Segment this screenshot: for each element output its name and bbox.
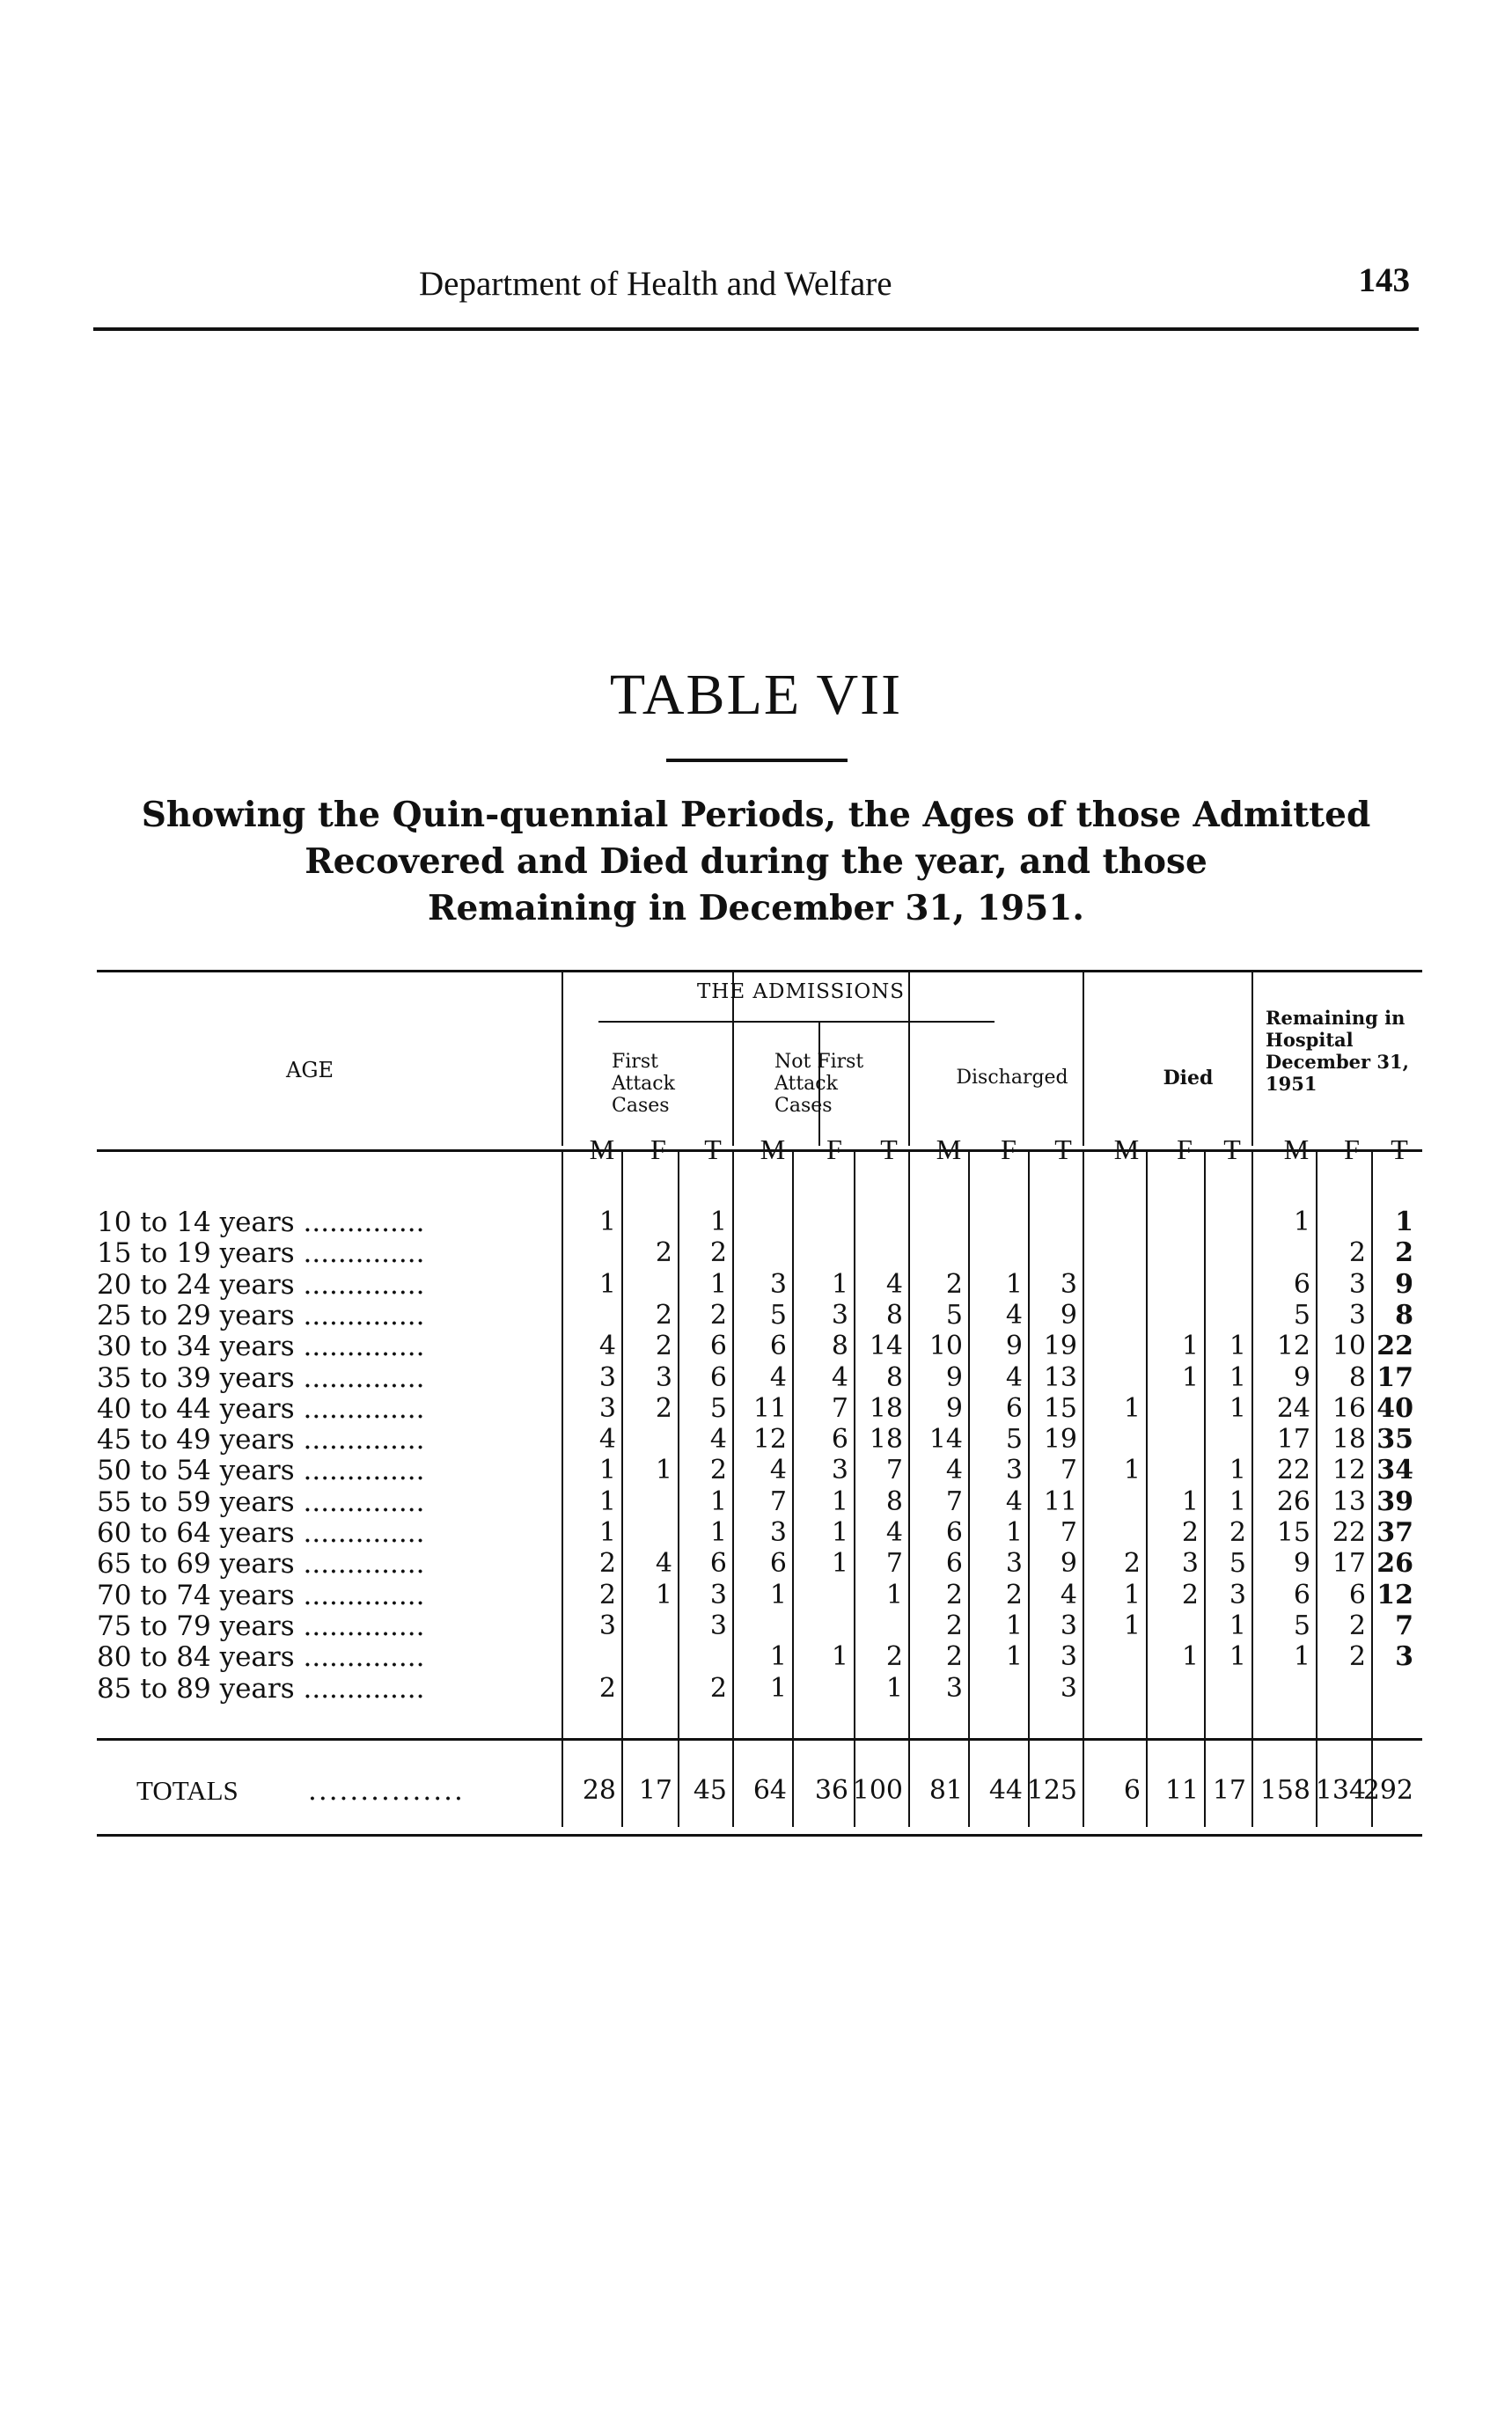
table-cell: 1 xyxy=(709,1268,727,1300)
table-cell: 6 xyxy=(709,1331,727,1362)
table-cell: 18 xyxy=(869,1392,903,1424)
sub-header-t: T xyxy=(1391,1133,1408,1165)
table-cell: 17 xyxy=(1332,1548,1366,1580)
table-cell: 2 xyxy=(1348,1237,1366,1269)
table-cell: 6 xyxy=(769,1331,787,1362)
table-cell: 1 xyxy=(1293,1641,1310,1673)
table-cell: 5 xyxy=(709,1392,727,1424)
table-cell: 1 xyxy=(598,1455,616,1486)
table-cell: 1 xyxy=(1229,1610,1246,1641)
table-cell: 40 xyxy=(1376,1392,1413,1424)
table-cell: 3 xyxy=(1181,1548,1199,1580)
age-group-label: 15 to 19 years .............. xyxy=(97,1237,425,1270)
table-cell: 4 xyxy=(1005,1361,1023,1393)
table-cell: 1 xyxy=(831,1268,848,1300)
table-cell: 9 xyxy=(1293,1548,1310,1580)
age-group-label: 75 to 79 years .............. xyxy=(97,1610,425,1642)
table-cell: 4 xyxy=(1005,1485,1023,1517)
header-line: Hospital xyxy=(1266,1029,1354,1051)
table-cell: 9 xyxy=(1060,1299,1077,1331)
table-top-rule xyxy=(97,970,1422,972)
header-line: Cases xyxy=(774,1095,833,1117)
table-cell: 4 xyxy=(885,1517,903,1548)
table-cell: 1 xyxy=(1181,1485,1199,1517)
table-cell: 12 xyxy=(1276,1331,1310,1362)
sub-header-m: M xyxy=(1283,1133,1310,1165)
totals-cell: 44 xyxy=(988,1775,1023,1806)
table-cell: 1 xyxy=(1005,1641,1023,1673)
age-header: AGE xyxy=(286,1058,334,1082)
age-group-label: 25 to 29 years .............. xyxy=(97,1299,425,1331)
table-cell: 3 xyxy=(709,1579,727,1610)
totals-cell: 158 xyxy=(1259,1775,1310,1806)
subtitle-line: Remaining in December 31, 1951. xyxy=(428,888,1084,928)
table-cell: 1 xyxy=(831,1548,848,1580)
header-column-divider xyxy=(908,970,910,1146)
header-line: Cases xyxy=(612,1095,670,1117)
table-cell: 7 xyxy=(1060,1455,1077,1486)
header-column-divider xyxy=(1083,970,1084,1146)
admissions-rule xyxy=(598,1021,995,1023)
header-subcolumn-divider xyxy=(818,1021,820,1146)
remaining-header xyxy=(1266,1007,1409,1095)
table-cell: 4 xyxy=(655,1548,672,1580)
header-line: Attack xyxy=(612,1073,675,1095)
table-cell: 4 xyxy=(598,1331,616,1362)
table-cell: 9 xyxy=(1395,1268,1413,1300)
table-cell: 3 xyxy=(831,1455,848,1486)
table-cell: 1 xyxy=(769,1672,787,1704)
table-cell: 1 xyxy=(1005,1517,1023,1548)
table-cell: 1 xyxy=(709,1207,727,1237)
sub-header-t: T xyxy=(1054,1133,1072,1165)
table-cell: 1 xyxy=(1229,1392,1246,1424)
table-cell: 5 xyxy=(769,1299,787,1331)
table-cell: 7 xyxy=(769,1485,787,1517)
totals-cell: 81 xyxy=(928,1775,963,1806)
table-cell: 12 xyxy=(1332,1455,1366,1486)
table-cell: 4 xyxy=(885,1268,903,1300)
table-cell: 3 xyxy=(598,1392,616,1424)
table-subtitle xyxy=(0,792,1512,932)
table-cell: 26 xyxy=(1276,1485,1310,1517)
totals-cell: 64 xyxy=(752,1775,787,1806)
title-rule xyxy=(666,759,848,762)
table-cell: 39 xyxy=(1376,1485,1413,1517)
table-cell: 3 xyxy=(1060,1672,1077,1704)
table-cell: 26 xyxy=(1376,1548,1413,1580)
age-group-label: 20 to 24 years .............. xyxy=(97,1268,425,1301)
statistics-table xyxy=(97,970,1422,1841)
totals-cell: 6 xyxy=(1123,1775,1141,1806)
table-cell: 8 xyxy=(885,1485,903,1517)
column-divider xyxy=(792,1149,794,1827)
table-cell: 22 xyxy=(1332,1517,1366,1548)
header-line: December 31, xyxy=(1266,1051,1409,1073)
table-cell: 1 xyxy=(1229,1641,1246,1673)
table-cell: 1 xyxy=(1181,1331,1199,1362)
table-cell: 1 xyxy=(709,1485,727,1517)
sub-header-m: M xyxy=(936,1133,962,1165)
table-bottom-rule xyxy=(97,1834,1422,1837)
table-cell: 1 xyxy=(1123,1455,1141,1486)
totals-cell: 28 xyxy=(582,1775,616,1806)
table-cell: 6 xyxy=(709,1361,727,1393)
table-cell: 1 xyxy=(885,1672,903,1704)
table-cell: 6 xyxy=(1348,1579,1366,1610)
page-number: 143 xyxy=(1358,261,1410,299)
age-group-label: 80 to 84 years .............. xyxy=(97,1641,425,1674)
table-cell: 1 xyxy=(885,1579,903,1610)
table-cell: 13 xyxy=(1332,1485,1366,1517)
table-cell: 6 xyxy=(1005,1392,1023,1424)
table-cell: 1 xyxy=(1123,1610,1141,1641)
table-cell: 5 xyxy=(1229,1548,1246,1580)
table-cell: 4 xyxy=(709,1424,727,1456)
table-cell: 6 xyxy=(945,1548,963,1580)
table-cell: 10 xyxy=(928,1331,963,1362)
sub-header-m: M xyxy=(589,1133,615,1165)
sub-header-t: T xyxy=(880,1133,898,1165)
table-cell: 1 xyxy=(831,1641,848,1673)
table-cell: 3 xyxy=(769,1268,787,1300)
table-cell: 6 xyxy=(1293,1268,1310,1300)
table-cell: 1 xyxy=(1123,1392,1141,1424)
age-group-label: 60 to 64 years .............. xyxy=(97,1517,425,1549)
table-cell: 1 xyxy=(831,1517,848,1548)
totals-cell: 292 xyxy=(1362,1775,1413,1806)
table-cell: 7 xyxy=(1060,1517,1077,1548)
column-divider xyxy=(1083,1149,1084,1827)
sub-header-m: M xyxy=(760,1133,786,1165)
table-cell: 1 xyxy=(655,1455,672,1486)
table-cell: 5 xyxy=(1293,1610,1310,1641)
table-cell: 2 xyxy=(655,1331,672,1362)
table-cell: 22 xyxy=(1276,1455,1310,1486)
header-column-divider xyxy=(732,970,734,1146)
table-cell: 2 xyxy=(1005,1579,1023,1610)
table-cell: 1 xyxy=(831,1485,848,1517)
table-cell: 7 xyxy=(1395,1610,1413,1641)
table-cell: 5 xyxy=(1005,1424,1023,1456)
table-cell: 6 xyxy=(831,1424,848,1456)
table-cell: 2 xyxy=(945,1610,963,1641)
table-cell: 12 xyxy=(752,1424,787,1456)
running-head xyxy=(93,257,1419,331)
table-cell: 1 xyxy=(1229,1361,1246,1393)
table-cell: 7 xyxy=(831,1392,848,1424)
table-cell: 2 xyxy=(1348,1641,1366,1673)
table-cell: 18 xyxy=(869,1424,903,1456)
table-cell: 24 xyxy=(1276,1392,1310,1424)
table-cell: 8 xyxy=(885,1361,903,1393)
table-cell: 22 xyxy=(1376,1331,1413,1362)
age-group-label: 65 to 69 years .............. xyxy=(97,1548,425,1581)
age-group-label: 55 to 59 years .............. xyxy=(97,1485,425,1518)
totals-cell: 17 xyxy=(1212,1775,1246,1806)
table-cell: 11 xyxy=(752,1392,787,1424)
table-cell: 2 xyxy=(945,1641,963,1673)
table-cell: 8 xyxy=(1348,1361,1366,1393)
table-cell: 4 xyxy=(831,1361,848,1393)
sub-header-f: F xyxy=(1001,1133,1017,1165)
totals-cell: 100 xyxy=(852,1775,903,1806)
table-cell: 2 xyxy=(709,1672,727,1704)
table-cell: 1 xyxy=(769,1641,787,1673)
table-cell: 1 xyxy=(1229,1485,1246,1517)
table-cell: 3 xyxy=(1060,1610,1077,1641)
table-cell: 10 xyxy=(1332,1331,1366,1362)
table-cell: 8 xyxy=(1395,1299,1413,1331)
table-cell: 2 xyxy=(655,1392,672,1424)
header-line: Attack xyxy=(774,1073,838,1095)
column-divider xyxy=(908,1149,910,1827)
table-cell: 4 xyxy=(598,1424,616,1456)
table-cell: 1 xyxy=(655,1579,672,1610)
table-cell: 3 xyxy=(769,1517,787,1548)
sub-header-f: F xyxy=(650,1133,666,1165)
table-cell: 1 xyxy=(1005,1268,1023,1300)
table-cell: 3 xyxy=(1060,1268,1077,1300)
header-line: Remaining in xyxy=(1266,1007,1406,1029)
header-line: First xyxy=(612,1051,658,1073)
table-cell: 9 xyxy=(1060,1548,1077,1580)
totals-cell: 17 xyxy=(638,1775,672,1806)
table-cell: 15 xyxy=(1043,1392,1077,1424)
table-cell: 11 xyxy=(1043,1485,1077,1517)
column-divider xyxy=(968,1149,970,1827)
table-cell: 37 xyxy=(1376,1517,1413,1548)
table-cell: 2 xyxy=(885,1641,903,1673)
totals-cell: 11 xyxy=(1164,1775,1199,1806)
totals-top-rule xyxy=(97,1738,1422,1741)
table-cell: 2 xyxy=(1123,1548,1141,1580)
table-cell: 15 xyxy=(1276,1517,1310,1548)
table-cell: 2 xyxy=(1181,1579,1199,1610)
table-cell: 6 xyxy=(769,1548,787,1580)
table-cell: 35 xyxy=(1376,1424,1413,1456)
table-cell: 8 xyxy=(885,1299,903,1331)
first-attack-header xyxy=(612,1051,675,1117)
table-cell: 2 xyxy=(655,1299,672,1331)
table-cell: 9 xyxy=(1293,1361,1310,1393)
totals-cell: 134 xyxy=(1315,1775,1366,1806)
table-cell: 12 xyxy=(1376,1579,1413,1610)
table-cell: 4 xyxy=(1005,1299,1023,1331)
sub-header-f: F xyxy=(826,1133,842,1165)
table-cell: 4 xyxy=(1060,1579,1077,1610)
sub-header-t: T xyxy=(1223,1133,1241,1165)
table-title: TABLE VII xyxy=(609,663,903,727)
table-cell: 3 xyxy=(1348,1268,1366,1300)
table-cell: 1 xyxy=(1229,1331,1246,1362)
column-divider xyxy=(732,1149,734,1827)
table-cell: 3 xyxy=(1005,1455,1023,1486)
table-cell: 3 xyxy=(831,1299,848,1331)
table-cell: 17 xyxy=(1376,1361,1413,1393)
table-cell: 2 xyxy=(598,1548,616,1580)
table-cell: 7 xyxy=(885,1548,903,1580)
table-cell: 1 xyxy=(1229,1455,1246,1486)
sub-header-m: M xyxy=(1113,1133,1140,1165)
table-cell: 8 xyxy=(831,1331,848,1362)
column-divider xyxy=(1251,1149,1253,1827)
table-cell: 18 xyxy=(1332,1424,1366,1456)
department-name: Department of Health and Welfare xyxy=(419,265,892,303)
table-cell: 1 xyxy=(1181,1641,1199,1673)
table-cell: 3 xyxy=(945,1672,963,1704)
table-cell: 9 xyxy=(945,1361,963,1393)
table-cell: 6 xyxy=(709,1548,727,1580)
subtitle-line: Recovered and Died during the year, and those xyxy=(305,841,1207,882)
age-group-label: 50 to 54 years .............. xyxy=(97,1455,425,1487)
age-group-label: 35 to 39 years .............. xyxy=(97,1361,425,1394)
age-group-label: 30 to 34 years .............. xyxy=(97,1331,425,1363)
table-cell: 4 xyxy=(945,1455,963,1486)
table-cell: 34 xyxy=(1376,1455,1413,1486)
table-cell: 1 xyxy=(598,1517,616,1548)
table-cell: 2 xyxy=(1348,1610,1366,1641)
table-cell: 2 xyxy=(709,1237,727,1269)
totals-cell: 36 xyxy=(814,1775,848,1806)
table-cell: 3 xyxy=(655,1361,672,1393)
table-cell: 14 xyxy=(928,1424,963,1456)
table-cell: 2 xyxy=(1395,1237,1413,1269)
table-cell: 2 xyxy=(709,1455,727,1486)
header-column-divider xyxy=(561,970,563,1146)
totals-cell: 45 xyxy=(693,1775,727,1806)
header-column-divider xyxy=(1251,970,1253,1146)
table-cell: 3 xyxy=(1395,1641,1413,1673)
discharged-header: Discharged xyxy=(956,1067,1068,1089)
age-group-label: 85 to 89 years .............. xyxy=(97,1672,425,1705)
table-cell: 2 xyxy=(709,1299,727,1331)
totals-leader-dots: ............... xyxy=(308,1775,465,1807)
subtitle-line: Showing the Quin-quennial Periods, the Ages of those Admitted xyxy=(141,795,1371,835)
table-cell: 1 xyxy=(769,1579,787,1610)
table-cell: 5 xyxy=(1293,1299,1310,1331)
table-cell: 4 xyxy=(769,1455,787,1486)
table-cell: 1 xyxy=(1181,1361,1199,1393)
table-cell: 9 xyxy=(1005,1331,1023,1362)
sub-header-t: T xyxy=(704,1133,722,1165)
totals-cell: 125 xyxy=(1026,1775,1077,1806)
table-cell: 6 xyxy=(945,1517,963,1548)
table-cell: 3 xyxy=(1060,1641,1077,1673)
table-cell: 19 xyxy=(1043,1424,1077,1456)
table-cell: 6 xyxy=(1293,1579,1310,1610)
table-cell: 1 xyxy=(709,1517,727,1548)
table-cell: 1 xyxy=(1395,1207,1413,1237)
table-cell: 3 xyxy=(709,1610,727,1641)
table-cell: 3 xyxy=(1229,1579,1246,1610)
table-cell: 2 xyxy=(598,1672,616,1704)
table-cell: 1 xyxy=(598,1268,616,1300)
sub-header-f: F xyxy=(1344,1133,1360,1165)
table-cell: 4 xyxy=(769,1361,787,1393)
table-cell: 13 xyxy=(1043,1361,1077,1393)
table-cell: 3 xyxy=(1348,1299,1366,1331)
header-line: 1951 xyxy=(1266,1073,1317,1095)
table-cell: 7 xyxy=(885,1455,903,1486)
table-cell: 3 xyxy=(598,1610,616,1641)
table-cell: 2 xyxy=(655,1237,672,1269)
table-cell: 2 xyxy=(1181,1517,1199,1548)
died-header: Died xyxy=(1163,1067,1214,1089)
age-group-label: 10 to 14 years .............. xyxy=(97,1207,425,1238)
admissions-header: THE ADMISSIONS xyxy=(696,980,906,1003)
age-group-label: 70 to 74 years .............. xyxy=(97,1579,425,1611)
table-cell: 1 xyxy=(598,1485,616,1517)
table-cell: 5 xyxy=(945,1299,963,1331)
column-divider xyxy=(561,1149,563,1827)
age-group-label: 45 to 49 years .............. xyxy=(97,1424,425,1456)
table-cell: 17 xyxy=(1276,1424,1310,1456)
table-cell: 1 xyxy=(1123,1579,1141,1610)
age-group-label: 40 to 44 years .............. xyxy=(97,1392,425,1425)
table-cell: 3 xyxy=(1005,1548,1023,1580)
sub-header-f: F xyxy=(1177,1133,1193,1165)
table-cell: 2 xyxy=(598,1579,616,1610)
table-cell: 14 xyxy=(869,1331,903,1362)
table-cell: 1 xyxy=(598,1207,616,1237)
header-line: Not First xyxy=(774,1051,864,1073)
table-cell: 19 xyxy=(1043,1331,1077,1362)
totals-label: TOTALS xyxy=(136,1775,239,1806)
table-cell: 7 xyxy=(945,1485,963,1517)
table-cell: 9 xyxy=(945,1392,963,1424)
table-cell: 2 xyxy=(945,1579,963,1610)
table-cell: 2 xyxy=(1229,1517,1246,1548)
table-cell: 3 xyxy=(598,1361,616,1393)
table-cell: 16 xyxy=(1332,1392,1366,1424)
table-cell: 1 xyxy=(1293,1207,1310,1237)
table-cell: 2 xyxy=(945,1268,963,1300)
table-cell: 1 xyxy=(1005,1610,1023,1641)
